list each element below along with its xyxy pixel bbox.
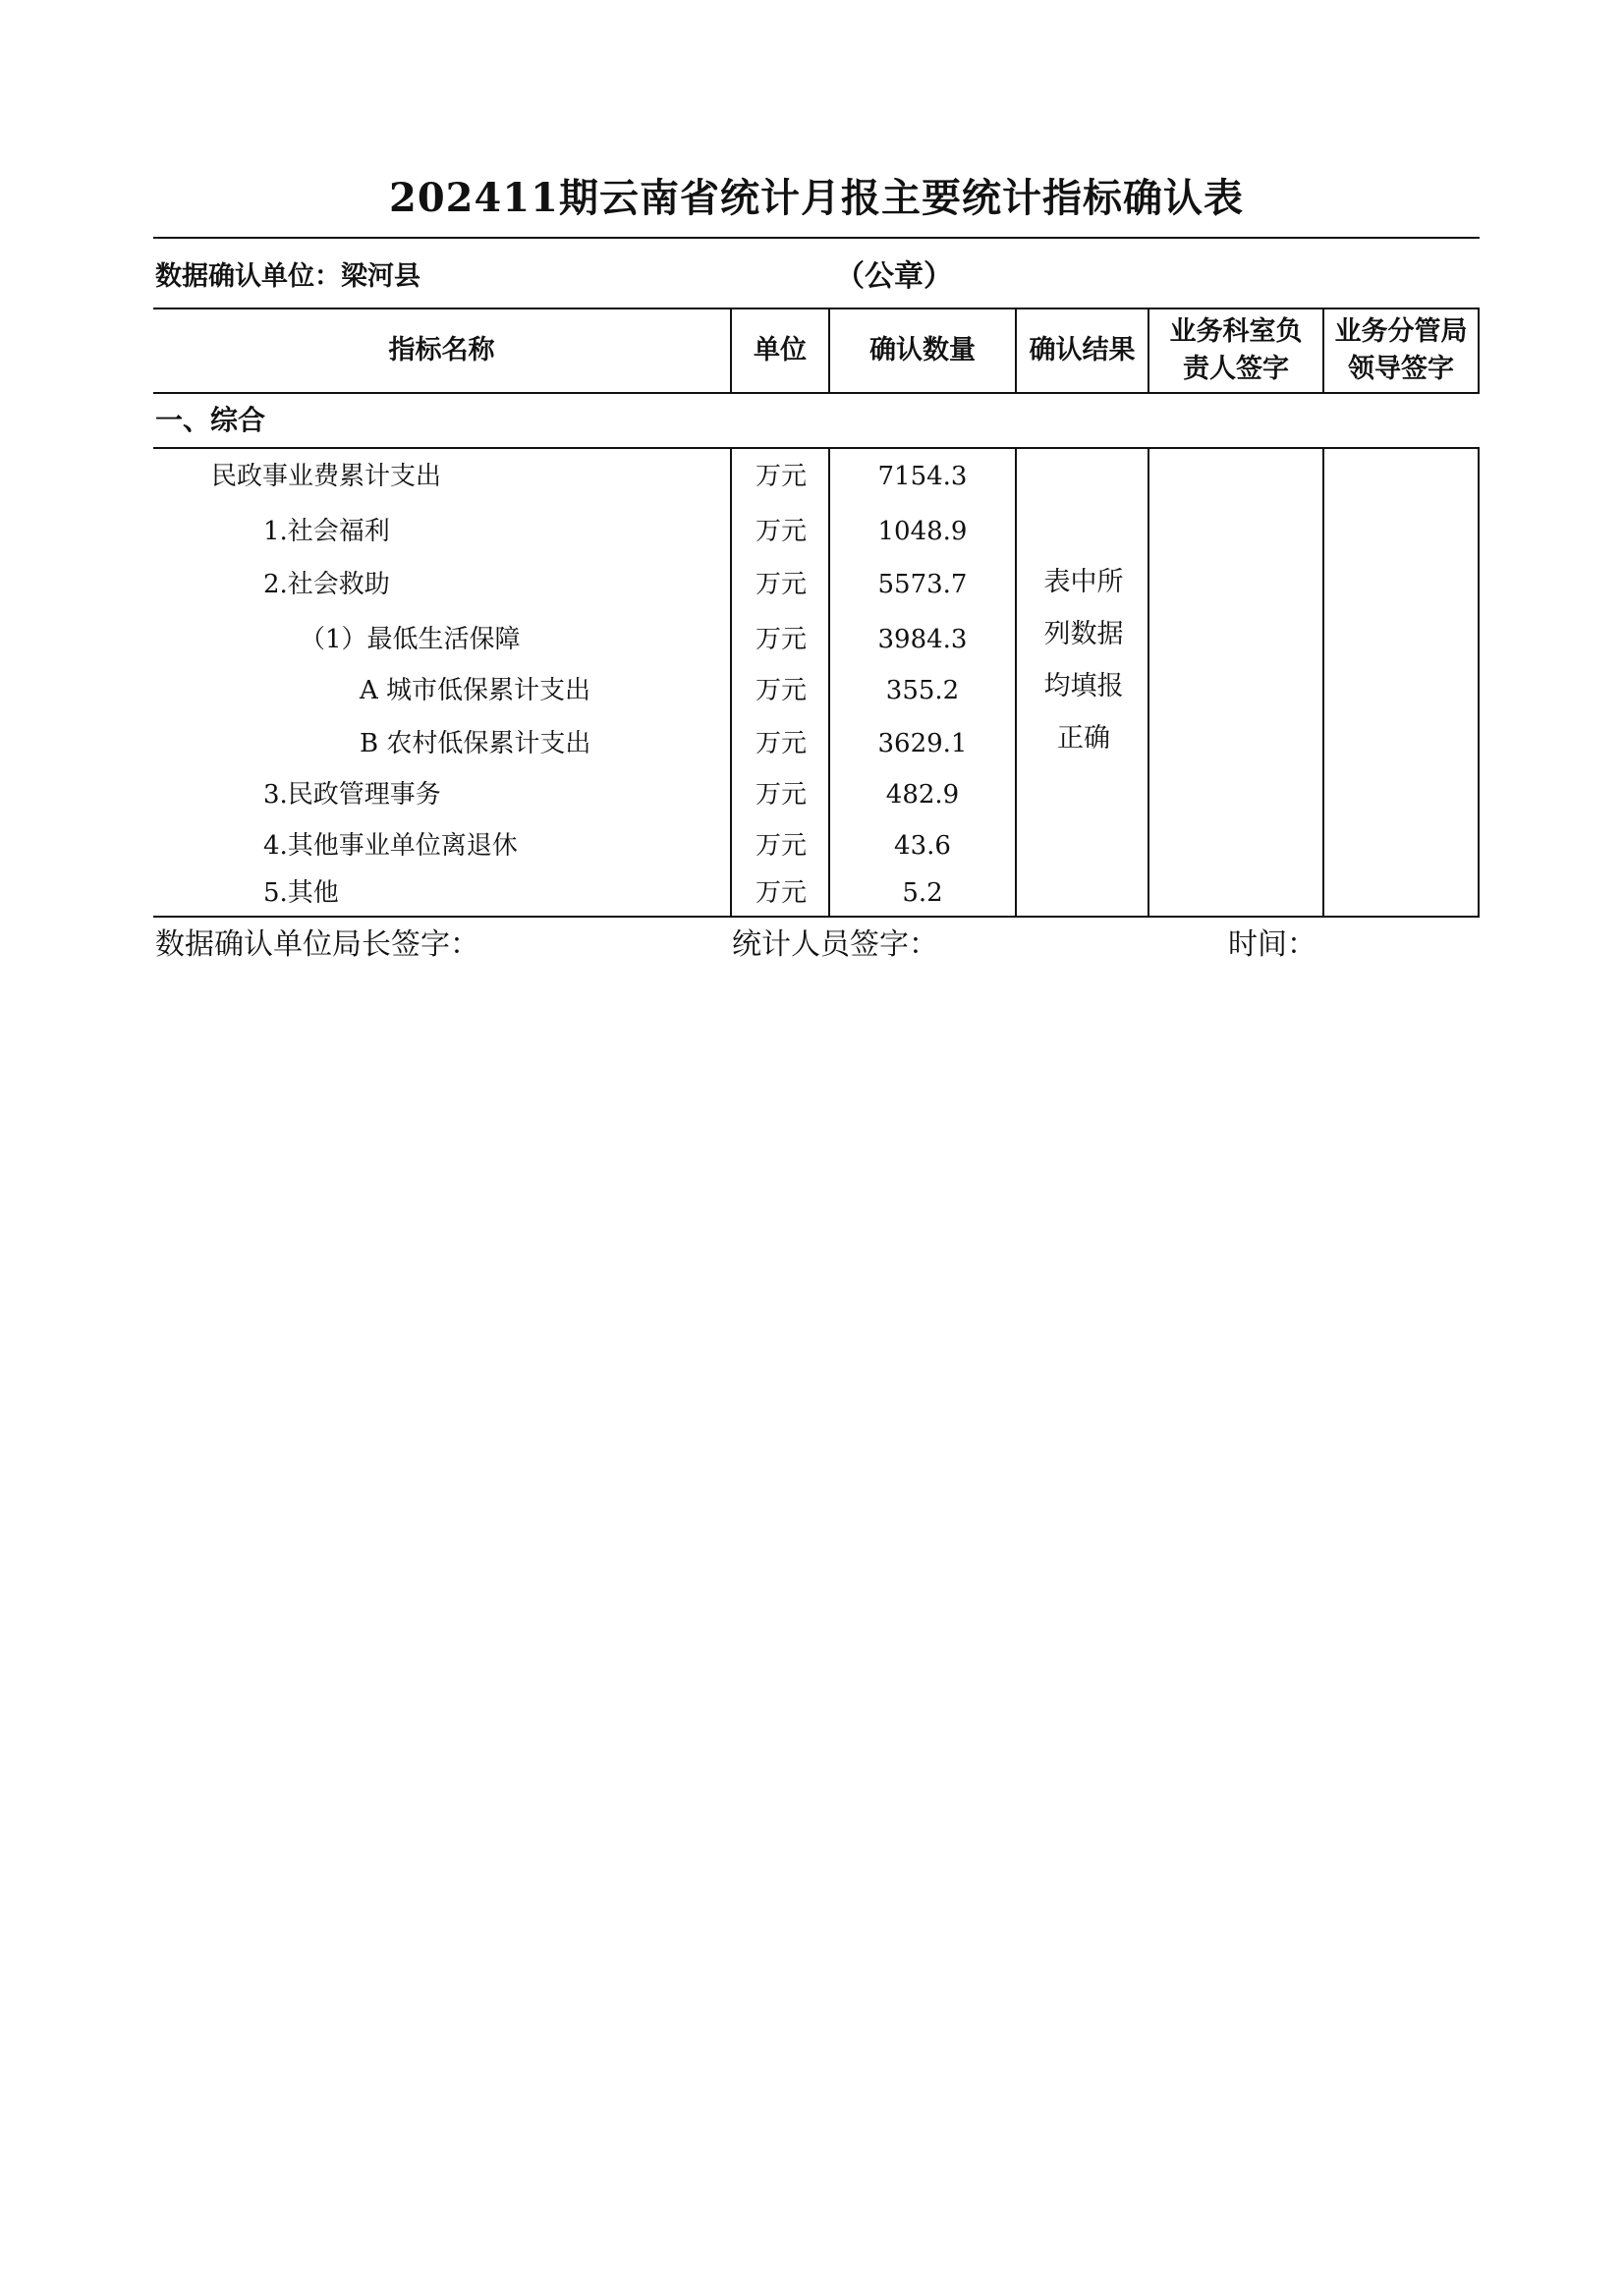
header-dept-signature [1149, 309, 1322, 392]
header-leader-signature-line2: 领导签字 [1348, 354, 1454, 384]
table-row-name: 民政事业费累计支出 [211, 462, 442, 491]
confirm-result-text [1018, 556, 1149, 764]
confirm-result-line: 均填报 [1043, 671, 1124, 701]
table-row-value: 5573.7 [877, 570, 968, 599]
table-row-unit: 万元 [755, 729, 807, 758]
director-signature-label: 数据确认单位局长签字： [155, 927, 479, 962]
table-row-value: 3984.3 [877, 625, 968, 654]
header-dept-signature-line1: 业务科室负 [1169, 316, 1303, 347]
header-bottom-border [153, 392, 1480, 394]
table-row-unit: 万元 [755, 570, 807, 599]
rule-under-title [153, 237, 1480, 239]
table-bottom-border [153, 916, 1480, 918]
table-row-value: 3629.1 [877, 729, 968, 758]
table-row-name: 5.其他 [263, 878, 339, 908]
table-row-name: B 农村低保累计支出 [360, 729, 591, 758]
section-title: 一、综合 [155, 404, 266, 436]
staff-signature-label: 统计人员签字： [732, 927, 938, 962]
table-row-name: 4.其他事业单位离退休 [263, 831, 518, 861]
body-right-border [1478, 447, 1480, 918]
header-indicator-name: 指标名称 [388, 335, 495, 365]
header-right-border [1478, 308, 1480, 394]
confirm-result-line: 列数据 [1043, 619, 1124, 649]
table-row-value: 5.2 [902, 878, 943, 908]
table-row-name: 3.民政管理事务 [263, 780, 441, 810]
table-row-value: 43.6 [894, 831, 951, 861]
official-seal-label: （公章） [835, 259, 953, 294]
header-leader-signature-line1: 业务分管局 [1334, 316, 1468, 347]
confirm-result-line: 正确 [1057, 723, 1110, 754]
table-row-value: 355.2 [885, 676, 960, 705]
header-leader-signature [1324, 309, 1478, 392]
header-confirm-result: 确认结果 [1029, 335, 1136, 365]
confirm-result-line: 表中所 [1043, 567, 1124, 597]
table-row-unit: 万元 [755, 517, 807, 546]
table-row-unit: 万元 [755, 831, 807, 861]
table-row-value: 7154.3 [877, 462, 968, 491]
dept-signature-cell[interactable] [1149, 449, 1322, 916]
header-confirmed-quantity: 确认数量 [869, 335, 976, 365]
table-row-value: 482.9 [885, 780, 960, 810]
page-title: 202411期云南省统计月报主要统计指标确认表 [389, 175, 1244, 221]
table-row-unit: 万元 [755, 625, 807, 654]
table-row-unit: 万元 [755, 462, 807, 491]
table-row-name: （1）最低生活保障 [300, 625, 521, 654]
confirm-unit-label: 数据确认单位：梁河县 [155, 261, 420, 292]
time-label: 时间： [1228, 927, 1316, 962]
table-row-name: 1.社会福利 [263, 517, 390, 546]
table-row-name: 2.社会救助 [263, 570, 390, 599]
header-unit: 单位 [754, 335, 807, 365]
leader-signature-cell[interactable] [1324, 449, 1478, 916]
table-row-unit: 万元 [755, 780, 807, 810]
table-row-unit: 万元 [755, 878, 807, 908]
body-col-divider-3 [1015, 447, 1017, 918]
table-row-value: 1048.9 [877, 517, 968, 546]
table-row-unit: 万元 [755, 676, 807, 705]
header-dept-signature-line2: 责人签字 [1183, 354, 1289, 384]
table-row-name: A 城市低保累计支出 [360, 676, 591, 705]
